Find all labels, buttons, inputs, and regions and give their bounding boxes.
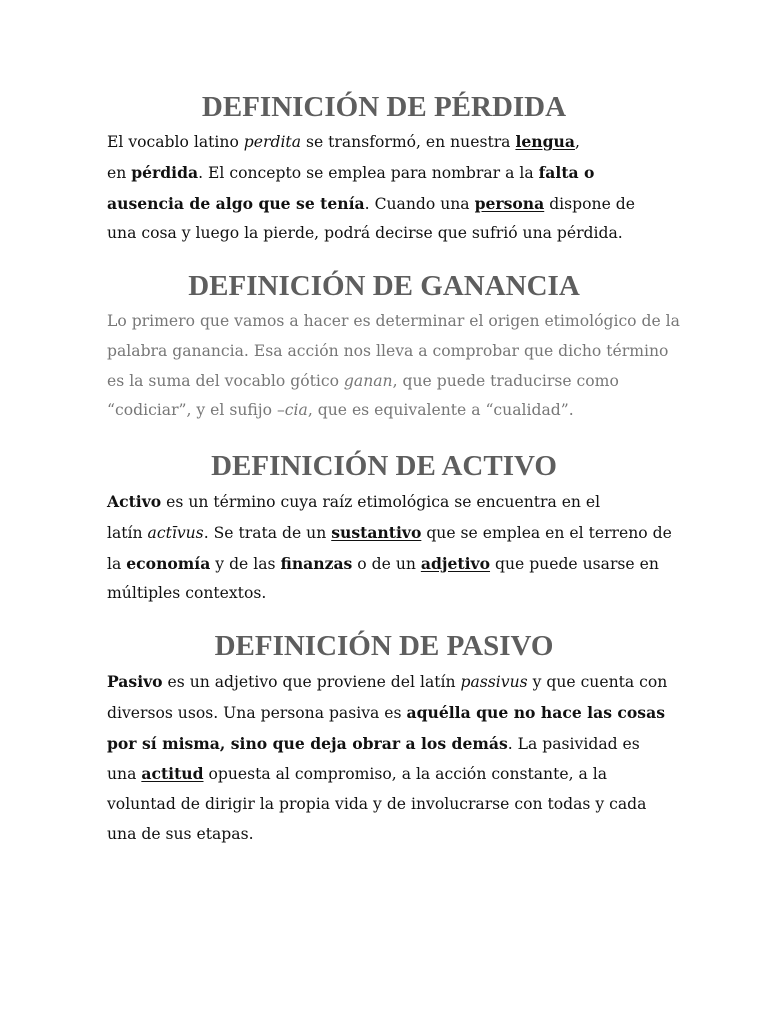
- text-run: que se emplea en el terreno de: [421, 523, 672, 542]
- text-run: se transformó, en nuestra: [301, 133, 516, 151]
- bold-term-pasivo: Pasivo: [107, 672, 163, 691]
- heading-perdida: DEFINICIÓN DE PÉRDIDA: [201, 91, 567, 123]
- text-line: [107, 158, 667, 189]
- text-run: . La pasividad es: [507, 734, 640, 753]
- text-run: que puede usarse en: [490, 554, 659, 573]
- text-line: [107, 127, 667, 158]
- text-line: [107, 487, 667, 518]
- text-run: es un adjetivo que proviene del latín: [162, 673, 461, 691]
- text-run: una de sus etapas.: [107, 824, 254, 843]
- text-run: . Cuando una: [364, 194, 475, 213]
- bold-term-finanzas: finanzas: [280, 553, 353, 573]
- text-line: [107, 729, 667, 760]
- italic-term-ganan: ganan: [343, 371, 393, 390]
- text-run: . Se trata de un: [203, 523, 332, 542]
- paragraph-activo: [107, 487, 672, 609]
- text-line: [107, 698, 667, 729]
- text-run: palabra ganancia. Esa acción nos lleva a comprobar que dicho término: [107, 341, 669, 360]
- bold-phrase: ausencia de algo que se tenía: [107, 193, 365, 213]
- text-line: [107, 337, 667, 367]
- link-actitud[interactable]: actitud: [141, 764, 204, 784]
- text-run: es la suma del vocablo gótico: [107, 371, 344, 390]
- text-run: , que puede traducirse como: [392, 371, 619, 390]
- text-run: latín: [107, 523, 148, 542]
- text-run: diversos usos. Una persona pasiva es: [107, 703, 407, 722]
- text-run: opuesta al compromiso, a la acción constante, a la: [203, 765, 608, 784]
- link-lengua[interactable]: lengua: [515, 132, 575, 151]
- text-run: y de las: [210, 554, 281, 573]
- italic-term-activus: actīvus: [147, 523, 204, 542]
- text-run: es un término cuya raíz etimológica se encuentra en el: [161, 493, 601, 511]
- italic-term-passivus: passivus: [460, 673, 528, 691]
- text-line: [107, 790, 667, 820]
- text-line: [107, 518, 672, 549]
- text-run: Lo primero que vamos a hacer es determinar el origen etimológico de la: [107, 312, 680, 330]
- text-line: [107, 189, 667, 220]
- text-line: [107, 396, 667, 426]
- text-run: o de un: [352, 554, 421, 573]
- italic-term-perdita: perdita: [243, 133, 301, 151]
- text-run: la: [107, 554, 127, 573]
- text-line: [107, 307, 680, 337]
- text-line: [107, 579, 667, 609]
- bold-phrase: por sí misma, sino que deja obrar a los demás: [107, 733, 508, 753]
- text-run: múltiples contextos.: [107, 584, 267, 603]
- paragraph-pasivo: [107, 667, 667, 850]
- paragraph-ganancia: [107, 307, 680, 426]
- heading-ganancia: DEFINICIÓN DE GANANCIA: [188, 270, 580, 302]
- text-line: [107, 667, 667, 698]
- text-line: [107, 367, 667, 397]
- text-run: una: [107, 765, 142, 784]
- link-sustantivo[interactable]: sustantivo: [331, 522, 422, 542]
- link-adjetivo[interactable]: adjetivo: [420, 553, 491, 573]
- bold-term-perdida: pérdida: [131, 162, 199, 182]
- text-run: ,: [574, 133, 580, 151]
- link-persona[interactable]: persona: [474, 193, 545, 213]
- text-line: [107, 219, 667, 249]
- text-line: [107, 549, 667, 580]
- paragraph-perdida: [107, 127, 667, 249]
- text-run: “codiciar”, y el sufijo –: [107, 401, 285, 420]
- text-run: . El concepto se emplea para nombrar a la: [198, 163, 539, 182]
- bold-term-economia: economía: [126, 553, 211, 573]
- text-line: [107, 820, 667, 850]
- heading-activo: DEFINICIÓN DE ACTIVO: [211, 450, 557, 482]
- text-run: y que cuenta con: [527, 673, 668, 691]
- heading-pasivo: DEFINICIÓN DE PASIVO: [214, 630, 554, 662]
- italic-term-cia: cia: [284, 401, 308, 420]
- bold-phrase: aquélla que no hace las cosas: [406, 702, 665, 722]
- text-run: voluntad de dirigir la propia vida y de involucrarse con todas y cada: [107, 795, 647, 814]
- bold-phrase: falta o: [538, 162, 595, 182]
- text-run: El vocablo latino: [107, 133, 244, 151]
- bold-term-activo: Activo: [107, 492, 162, 511]
- text-run: una cosa y luego la pierde, podrá decirse que sufrió una pérdida.: [107, 224, 623, 243]
- text-run: dispone de: [544, 194, 635, 213]
- text-line: [107, 759, 667, 790]
- text-run: en: [107, 163, 132, 182]
- text-run: , que es equivalente a “cualidad”.: [307, 401, 574, 420]
